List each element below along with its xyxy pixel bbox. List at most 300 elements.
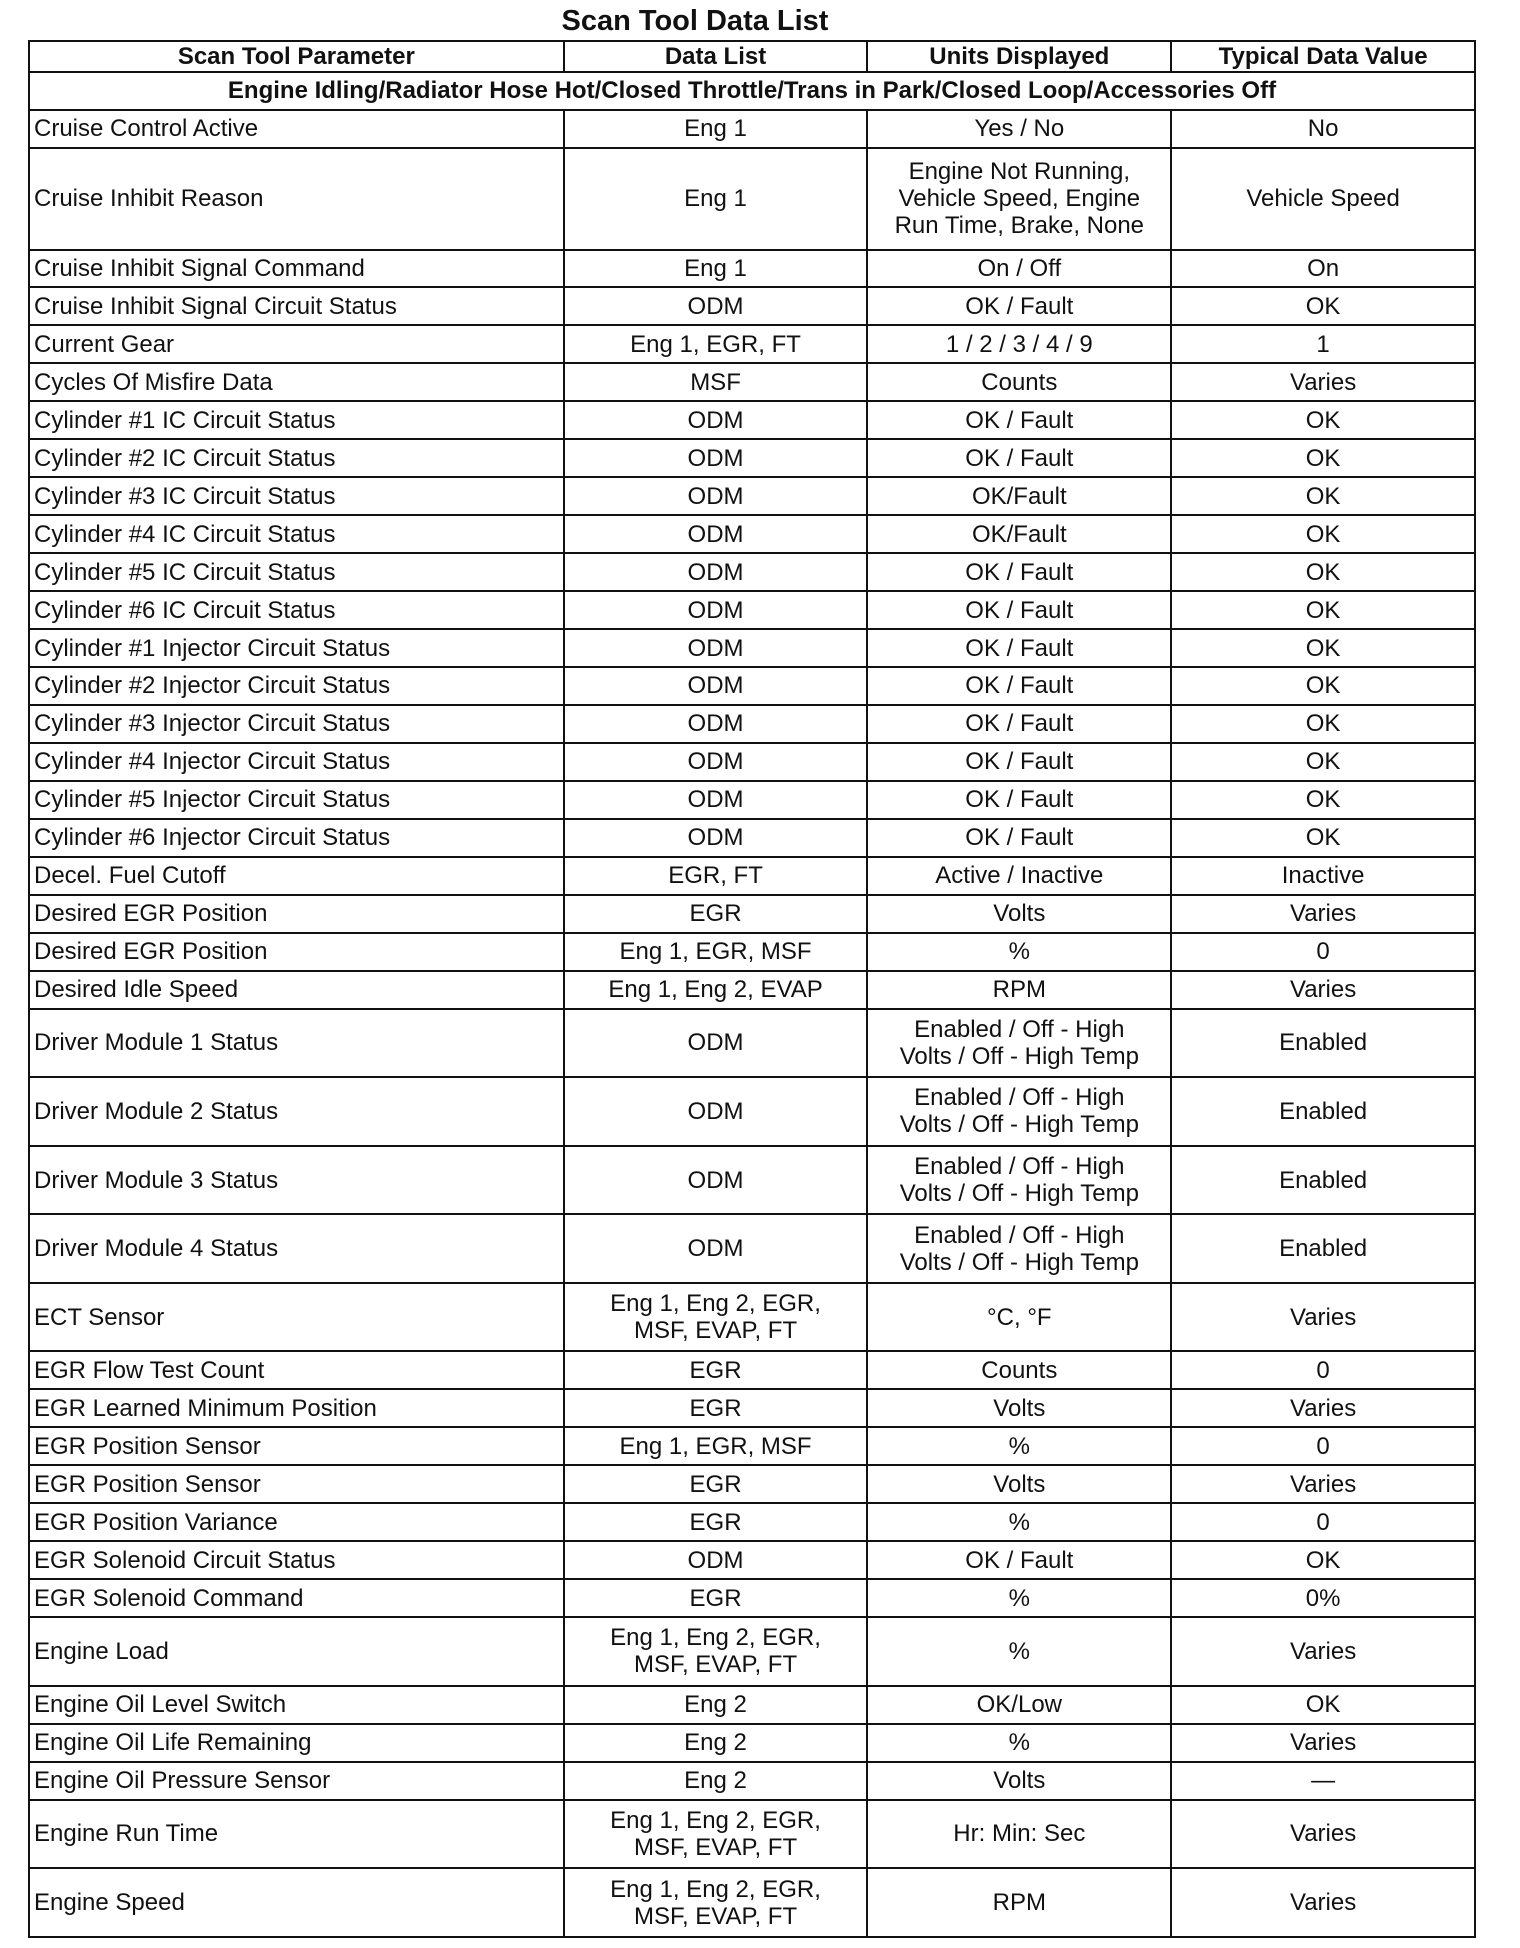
data-list-cell	[564, 743, 868, 781]
units-cell	[867, 363, 1171, 401]
typical-value-cell	[1171, 477, 1475, 515]
parameter-cell	[29, 1868, 564, 1937]
parameter-cell-text: Engine Run Time	[34, 1820, 219, 1848]
units-cell-text: OK / Fault	[965, 634, 1074, 662]
data-list-cell-text: ODM	[687, 748, 744, 776]
data-list-cell	[564, 287, 868, 325]
table-row	[29, 1465, 1475, 1503]
typical-value-cell-text: Enabled	[1279, 1235, 1368, 1263]
units-cell	[867, 1009, 1171, 1078]
typical-value-cell-text: OK	[1305, 672, 1341, 700]
units-cell	[867, 1214, 1171, 1283]
parameter-cell	[29, 553, 564, 591]
units-cell	[867, 895, 1171, 933]
parameter-cell	[29, 1724, 564, 1762]
units-cell-text: OK / Fault	[965, 292, 1074, 320]
typical-value-cell	[1171, 439, 1475, 477]
typical-value-cell-text: Varies	[1289, 1470, 1357, 1498]
typical-value-cell-text: OK	[1305, 292, 1341, 320]
table-row	[29, 1146, 1475, 1215]
typical-value-cell-text: OK	[1305, 596, 1341, 624]
typical-value-cell-text: Enabled	[1279, 1029, 1368, 1057]
data-list-cell	[564, 781, 868, 819]
table-row	[29, 1541, 1475, 1579]
typical-value-cell-text: Varies	[1289, 900, 1357, 928]
data-list-cell	[564, 629, 868, 667]
units-cell	[867, 629, 1171, 667]
parameter-cell	[29, 1389, 564, 1427]
parameter-cell-text: EGR Solenoid Circuit Status	[34, 1546, 336, 1574]
parameter-cell	[29, 591, 564, 629]
typical-value-cell-text: 0	[1316, 938, 1330, 966]
units-cell-text: °C, °F	[987, 1303, 1052, 1331]
parameter-cell	[29, 857, 564, 895]
typical-value-cell	[1171, 933, 1475, 971]
page-title: Scan Tool Data List	[561, 5, 829, 37]
typical-value-cell-text: Enabled	[1279, 1166, 1368, 1194]
data-list-cell-text: EGR	[689, 1508, 742, 1536]
data-list-cell-text: ODM	[687, 824, 744, 852]
units-cell	[867, 1800, 1171, 1869]
typical-value-cell	[1171, 1800, 1475, 1869]
typical-value-cell	[1171, 1686, 1475, 1724]
parameter-cell-text: Cylinder #1 Injector Circuit Status	[34, 634, 391, 662]
table-row	[29, 1503, 1475, 1541]
data-list-cell-text: ODM	[687, 1546, 744, 1574]
units-cell	[867, 819, 1171, 857]
typical-value-cell-text: Inactive	[1281, 862, 1365, 890]
parameter-cell	[29, 1146, 564, 1215]
units-cell-text: 1 / 2 / 3 / 4 / 9	[945, 330, 1093, 358]
units-cell	[867, 477, 1171, 515]
parameter-cell	[29, 895, 564, 933]
typical-value-cell	[1171, 287, 1475, 325]
units-cell	[867, 591, 1171, 629]
parameter-cell	[29, 1427, 564, 1465]
data-list-cell-text: EGR	[689, 1584, 742, 1612]
data-list-cell-text: Eng 1, Eng 2, EVAP	[608, 976, 823, 1004]
data-list-cell-text: Eng 1, Eng 2, EGR, MSF, EVAP, FT	[610, 1806, 821, 1861]
data-list-cell	[564, 933, 868, 971]
typical-value-cell-text: Enabled	[1279, 1097, 1368, 1125]
data-list-cell-text: ODM	[687, 634, 744, 662]
data-list-cell-text: ODM	[687, 558, 744, 586]
table-row	[29, 667, 1475, 705]
data-list-cell-text: Eng 1, EGR, MSF	[619, 938, 812, 966]
typical-value-cell-text: OK	[1305, 1691, 1341, 1719]
typical-value-cell	[1171, 1579, 1475, 1617]
data-list-cell	[564, 705, 868, 743]
units-cell-text: %	[1008, 1584, 1030, 1612]
units-cell	[867, 1724, 1171, 1762]
data-list-cell	[564, 1686, 868, 1724]
parameter-cell	[29, 971, 564, 1009]
data-list-cell	[564, 895, 868, 933]
data-list-cell	[564, 1503, 868, 1541]
data-list-cell	[564, 148, 868, 250]
units-cell-text: OK / Fault	[965, 824, 1074, 852]
units-cell-text: OK/Low	[976, 1691, 1062, 1719]
data-list-cell-text: EGR	[689, 1394, 742, 1422]
data-list-cell-text: ODM	[687, 786, 744, 814]
units-cell	[867, 1686, 1171, 1724]
typical-value-cell	[1171, 1389, 1475, 1427]
parameter-cell	[29, 1686, 564, 1724]
units-cell-text: %	[1008, 1729, 1030, 1757]
typical-value-cell-text: Varies	[1289, 1394, 1357, 1422]
typical-value-cell	[1171, 591, 1475, 629]
units-cell-text: OK/Fault	[971, 520, 1067, 548]
condition-text: Engine Idling/Radiator Hose Hot/Closed Throttle/Trans in Park/Closed Loop/Accessories Off	[29, 72, 1475, 110]
units-cell-text: Volts	[993, 1470, 1046, 1498]
table-row	[29, 1077, 1475, 1146]
data-list-cell	[564, 515, 868, 553]
typical-value-cell	[1171, 781, 1475, 819]
data-list-cell	[564, 250, 868, 288]
parameter-cell	[29, 1214, 564, 1283]
parameter-cell	[29, 1541, 564, 1579]
table-row	[29, 1579, 1475, 1617]
units-cell	[867, 705, 1171, 743]
parameter-cell-text: EGR Learned Minimum Position	[34, 1394, 377, 1422]
data-list-cell-text: Eng 1	[684, 185, 747, 213]
data-list-cell	[564, 401, 868, 439]
header-scan-tool-parameter: Scan Tool Parameter	[29, 41, 564, 72]
data-list-cell	[564, 1579, 868, 1617]
parameter-cell-text: Cruise Inhibit Signal Circuit Status	[34, 292, 397, 320]
units-cell-text: RPM	[992, 976, 1046, 1004]
parameter-cell	[29, 477, 564, 515]
table-row	[29, 439, 1475, 477]
units-cell-text: Enabled / Off - High Volts / Off - High Temp	[899, 1015, 1139, 1070]
parameter-cell-text: Desired Idle Speed	[34, 976, 239, 1004]
parameter-cell-text: Engine Oil Pressure Sensor	[34, 1767, 331, 1795]
units-cell-text: Yes / No	[974, 115, 1065, 143]
typical-value-cell-text: OK	[1305, 634, 1341, 662]
units-cell-text: OK / Fault	[965, 596, 1074, 624]
units-cell	[867, 439, 1171, 477]
typical-value-cell	[1171, 1283, 1475, 1352]
table-row	[29, 250, 1475, 288]
typical-value-cell	[1171, 1427, 1475, 1465]
typical-value-cell	[1171, 1146, 1475, 1215]
parameter-cell	[29, 1283, 564, 1352]
data-list-cell	[564, 553, 868, 591]
units-cell	[867, 1541, 1171, 1579]
data-list-cell-text: ODM	[687, 482, 744, 510]
parameter-cell	[29, 1579, 564, 1617]
units-cell	[867, 1868, 1171, 1937]
units-cell	[867, 110, 1171, 148]
typical-value-cell	[1171, 1503, 1475, 1541]
typical-value-cell	[1171, 148, 1475, 250]
data-list-cell	[564, 591, 868, 629]
parameter-cell	[29, 1503, 564, 1541]
typical-value-cell-text: OK	[1305, 406, 1341, 434]
units-cell-text: OK / Fault	[965, 1546, 1074, 1574]
table-row	[29, 629, 1475, 667]
parameter-cell	[29, 1617, 564, 1686]
data-list-cell-text: EGR	[689, 900, 742, 928]
typical-value-cell-text: OK	[1305, 1546, 1341, 1574]
units-cell-text: Counts	[981, 1356, 1058, 1384]
units-cell-text: %	[1008, 1637, 1030, 1665]
data-list-cell	[564, 971, 868, 1009]
units-cell-text: Active / Inactive	[935, 862, 1104, 890]
typical-value-cell-text: OK	[1305, 520, 1341, 548]
typical-value-cell	[1171, 1868, 1475, 1937]
table-row	[29, 553, 1475, 591]
typical-value-cell	[1171, 1077, 1475, 1146]
typical-value-cell-text: 0	[1316, 1356, 1330, 1384]
parameter-cell	[29, 1009, 564, 1078]
condition-row	[29, 72, 1475, 110]
data-list-cell	[564, 1389, 868, 1427]
typical-value-cell-text: 1	[1316, 330, 1330, 358]
units-cell-text: On / Off	[977, 255, 1062, 282]
typical-value-cell	[1171, 553, 1475, 591]
data-list-cell-text: Eng 1, EGR, FT	[630, 330, 801, 358]
typical-value-cell-text: OK	[1305, 444, 1341, 472]
parameter-cell-text: Cylinder #5 Injector Circuit Status	[34, 786, 391, 814]
typical-value-cell	[1171, 629, 1475, 667]
units-cell-text: Hr: Min: Sec	[953, 1820, 1086, 1848]
data-list-cell-text: ODM	[687, 520, 744, 548]
parameter-cell-text: Cruise Inhibit Reason	[34, 185, 264, 213]
header-typical-data-value: Typical Data Value	[1171, 41, 1475, 72]
units-cell	[867, 1427, 1171, 1465]
table-row	[29, 857, 1475, 895]
typical-value-cell	[1171, 857, 1475, 895]
typical-value-cell	[1171, 250, 1475, 288]
parameter-cell-text: Desired EGR Position	[34, 900, 268, 928]
parameter-cell-text: Current Gear	[34, 330, 175, 358]
data-list-cell-text: ODM	[687, 1166, 744, 1194]
data-list-cell-text: Eng 1, Eng 2, EGR, MSF, EVAP, FT	[610, 1624, 821, 1679]
data-list-cell-text: Eng 1, EGR, MSF	[619, 1432, 812, 1460]
data-list-cell-text: EGR	[689, 1470, 742, 1498]
data-list-cell-text: Eng 1	[684, 115, 747, 143]
table-row	[29, 1427, 1475, 1465]
typical-value-cell-text: On	[1307, 255, 1340, 282]
typical-value-cell-text: Varies	[1289, 1303, 1357, 1331]
typical-value-cell-text: OK	[1305, 748, 1341, 776]
units-cell-text: Volts	[993, 900, 1046, 928]
typical-value-cell-text: 0%	[1305, 1584, 1341, 1612]
data-list-cell-text: ODM	[687, 710, 744, 738]
parameter-cell-text: EGR Solenoid Command	[34, 1584, 304, 1612]
table-row	[29, 933, 1475, 971]
table-row	[29, 1762, 1475, 1800]
typical-value-cell	[1171, 1009, 1475, 1078]
units-cell	[867, 287, 1171, 325]
table-row	[29, 1283, 1475, 1352]
data-list-cell	[564, 477, 868, 515]
units-cell	[867, 148, 1171, 250]
parameter-cell-text: Driver Module 3 Status	[34, 1166, 279, 1194]
typical-value-cell-text: 0	[1316, 1432, 1330, 1460]
typical-value-cell	[1171, 1617, 1475, 1686]
table-row	[29, 1686, 1475, 1724]
typical-value-cell-text: OK	[1305, 558, 1341, 586]
typical-value-cell	[1171, 110, 1475, 148]
typical-value-cell	[1171, 363, 1475, 401]
data-list-cell-text: EGR, FT	[668, 862, 763, 890]
parameter-cell-text: Cylinder #2 Injector Circuit Status	[34, 672, 391, 700]
data-list-cell-text: ODM	[687, 406, 744, 434]
parameter-cell-text: Driver Module 2 Status	[34, 1097, 279, 1125]
table-row	[29, 1800, 1475, 1869]
table-row	[29, 515, 1475, 553]
units-cell-text: Volts	[993, 1767, 1046, 1795]
table-row	[29, 591, 1475, 629]
units-cell	[867, 401, 1171, 439]
parameter-cell	[29, 250, 564, 288]
parameter-cell	[29, 743, 564, 781]
parameter-cell-text: EGR Flow Test Count	[34, 1356, 265, 1384]
data-list-cell-text: Eng 1	[684, 255, 747, 282]
typical-value-cell	[1171, 1351, 1475, 1389]
table-row	[29, 819, 1475, 857]
parameter-cell	[29, 667, 564, 705]
parameter-cell-text: Desired EGR Position	[34, 938, 268, 966]
data-list-cell	[564, 439, 868, 477]
data-list-cell	[564, 1009, 868, 1078]
data-list-cell	[564, 857, 868, 895]
units-cell-text: Engine Not Running, Vehicle Speed, Engine Run Time, Brake, None	[894, 158, 1145, 240]
parameter-cell-text: Cycles Of Misfire Data	[34, 368, 273, 396]
units-cell-text: Enabled / Off - High Volts / Off - High Temp	[899, 1221, 1139, 1276]
table-row	[29, 705, 1475, 743]
parameter-cell-text: Driver Module 4 Status	[34, 1235, 279, 1263]
typical-value-cell-text: Varies	[1289, 976, 1357, 1004]
parameter-cell	[29, 439, 564, 477]
data-list-cell-text: ODM	[687, 1235, 744, 1263]
parameter-cell	[29, 781, 564, 819]
typical-value-cell-text: OK	[1305, 482, 1341, 510]
units-cell-text: OK / Fault	[965, 786, 1074, 814]
table-row	[29, 287, 1475, 325]
data-list-cell-text: Eng 2	[684, 1767, 747, 1795]
data-list-cell	[564, 1465, 868, 1503]
table-row	[29, 363, 1475, 401]
parameter-cell	[29, 515, 564, 553]
data-list-cell	[564, 1214, 868, 1283]
data-list-cell-text: ODM	[687, 1029, 744, 1057]
table-row	[29, 1351, 1475, 1389]
parameter-cell-text: ECT Sensor	[34, 1303, 165, 1331]
data-list-cell	[564, 1724, 868, 1762]
units-cell-text: Enabled / Off - High Volts / Off - High Temp	[899, 1084, 1139, 1139]
units-cell	[867, 553, 1171, 591]
parameter-cell	[29, 819, 564, 857]
units-cell	[867, 1077, 1171, 1146]
parameter-cell	[29, 1800, 564, 1869]
data-list-cell	[564, 1146, 868, 1215]
parameter-cell	[29, 110, 564, 148]
data-list-cell-text: MSF	[690, 368, 741, 396]
parameter-cell-text: Engine Load	[34, 1637, 169, 1665]
data-list-cell-text: Eng 1, Eng 2, EGR, MSF, EVAP, FT	[610, 1290, 821, 1345]
typical-value-cell-text: OK	[1305, 710, 1341, 738]
units-cell	[867, 933, 1171, 971]
parameter-cell	[29, 363, 564, 401]
units-cell	[867, 325, 1171, 363]
parameter-cell	[29, 629, 564, 667]
typical-value-cell	[1171, 1465, 1475, 1503]
parameter-cell	[29, 148, 564, 250]
units-cell-text: Volts	[993, 1394, 1046, 1422]
units-cell	[867, 1503, 1171, 1541]
data-list-cell-text: EGR	[689, 1356, 742, 1384]
parameter-cell-text: EGR Position Sensor	[34, 1432, 261, 1460]
data-list-cell	[564, 1762, 868, 1800]
table-row	[29, 1214, 1475, 1283]
data-list-cell-text: ODM	[687, 596, 744, 624]
data-list-cell	[564, 325, 868, 363]
units-cell	[867, 1579, 1171, 1617]
parameter-cell	[29, 325, 564, 363]
typical-value-cell-text: OK	[1305, 824, 1341, 852]
units-cell	[867, 667, 1171, 705]
table-row	[29, 1724, 1475, 1762]
data-list-cell-text: ODM	[687, 444, 744, 472]
data-list-cell	[564, 1077, 868, 1146]
units-cell	[867, 1465, 1171, 1503]
table-row	[29, 971, 1475, 1009]
table-row	[29, 110, 1475, 148]
typical-value-cell	[1171, 705, 1475, 743]
parameter-cell-text: Engine Oil Life Remaining	[34, 1729, 312, 1757]
parameter-cell-text: Cylinder #2 IC Circuit Status	[34, 444, 336, 472]
parameter-cell-text: Decel. Fuel Cutoff	[34, 862, 226, 890]
typical-value-cell	[1171, 515, 1475, 553]
data-list-cell	[564, 819, 868, 857]
header-units-displayed: Units Displayed	[867, 41, 1171, 72]
parameter-cell-text: EGR Position Variance	[34, 1508, 278, 1536]
units-cell	[867, 1617, 1171, 1686]
parameter-cell-text: Cylinder #1 IC Circuit Status	[34, 406, 336, 434]
units-cell-text: OK / Fault	[965, 406, 1074, 434]
data-list-cell-text: Eng 2	[684, 1729, 747, 1757]
table-row	[29, 781, 1475, 819]
units-cell	[867, 515, 1171, 553]
units-cell	[867, 250, 1171, 288]
units-cell-text: Counts	[981, 368, 1058, 396]
data-list-cell	[564, 110, 868, 148]
data-list-cell-text: ODM	[687, 292, 744, 320]
units-cell-text: OK/Fault	[971, 482, 1067, 510]
table-row	[29, 1868, 1475, 1937]
units-cell-text: OK / Fault	[965, 444, 1074, 472]
units-cell-text: OK / Fault	[965, 748, 1074, 776]
table-row	[29, 148, 1475, 250]
data-list-cell	[564, 1541, 868, 1579]
typical-value-cell-text: Varies	[1289, 368, 1357, 396]
typical-value-cell	[1171, 1541, 1475, 1579]
units-cell-text: OK / Fault	[965, 672, 1074, 700]
parameter-cell-text: EGR Position Sensor	[34, 1470, 261, 1498]
data-list-cell	[564, 363, 868, 401]
typical-value-cell	[1171, 667, 1475, 705]
typical-value-cell	[1171, 743, 1475, 781]
parameter-cell	[29, 1762, 564, 1800]
typical-value-cell-text: Varies	[1289, 1889, 1357, 1917]
scan-tool-data-table	[28, 40, 1476, 1938]
parameter-cell-text: Cylinder #3 Injector Circuit Status	[34, 710, 391, 738]
parameter-cell-text: Cylinder #3 IC Circuit Status	[34, 482, 336, 510]
typical-value-cell	[1171, 819, 1475, 857]
